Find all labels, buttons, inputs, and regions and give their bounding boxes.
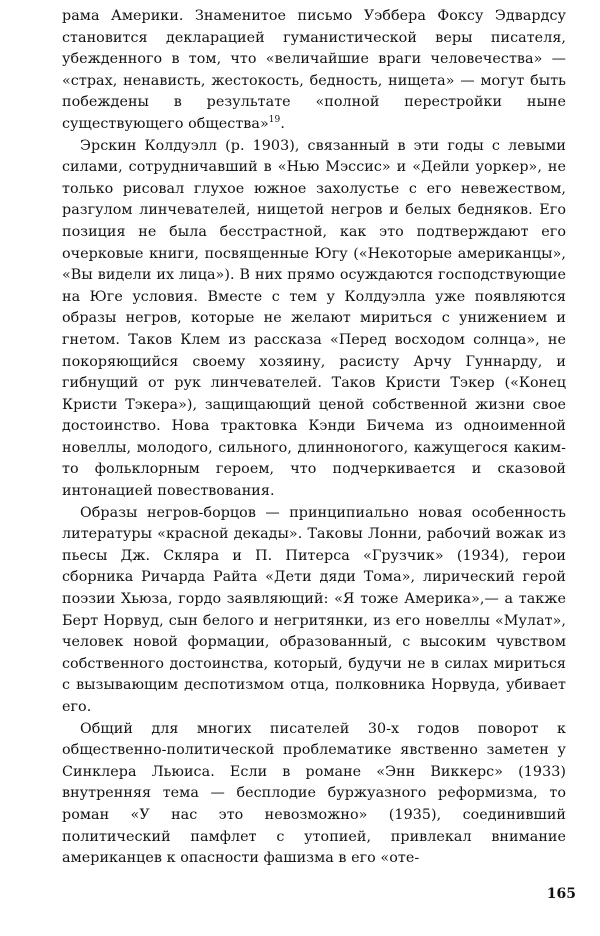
page-number: 165 [546, 886, 576, 902]
footnote-marker[interactable]: 19 [268, 115, 281, 126]
paragraph-1-end: . [280, 115, 285, 132]
paragraph-2: Эрскин Колдуэлл (р. 1903), связанный в эти годы с левыми силами, сотрудничавший в «Нью Мэссис» и «Дейли уоркер», не только рисовал глухое южное захолустье с его невежеством, разгулом линчевателей, нищетой негров и белых бедняков. Его позиция не была бесстрастной, как это подтверждают его очерковые книги, посвященные Югу («Некоторые американцы», «Вы видели их лица»). В них прямо осуждаются господствующие на Юге условия. Вместе с тем у Колдуэлла уже появляются образы негров, которые не желают мириться с унижением и гнетом. Таков Клем из рассказа «Перед восходом солнца», не покоряющийся своему хозяину, расисту Арчу Гуннарду, и гибнущий от рук линчевателей. Таков Кристи Тэкер («Конец Кристи Тэкера»), защищающий ценой собственной жизни свое достоинство. Нова трактовка Кэнди Бичема из одноименной новеллы, молодого, сильного, длинноногого, кажущегося каким-то фольклорным героем, что подчеркивается и сказовой интонацией повествования. [62, 137, 566, 500]
paragraph-3: Образы негров-борцов — принципиально новая особенность литературы «красной декады». Таковы Лонни, рабочий вожак из пьесы Дж. Скляра и П. Питерса «Грузчик» (1934), герои сборника Ричарда Райта «Дети дяди Тома», лирический герой поэзии Хьюза, гордо заявляющий: «Я тоже Америка»,— а также Берт Норвуд, сын белого и негритянки, из его новеллы «Мулат», человек новой формации, образованный, с высоким чувством собственного достоинства, который, будучи не в силах мириться с вызывающим деспотизмом отца, полковника Норвуда, убивает его. [62, 504, 566, 715]
paragraph-4: Общий для многих писателей 30-х годов поворот к общественно-политической проблематике явственно заметен у Синклера Льюиса. Если в романе «Энн Виккерс» (1933) внутренняя тема — бесплодие буржуазного реформизма, то роман «У нас это невозможно» (1935), соединивший политический памфлет с утопией, привлекал внимание американцев к опасности фашизма в его «оте- [62, 720, 566, 867]
paragraph-1-text: рама Америки. Знаменитое письмо Уэббера Фоксу Эдвардсу становится декларацией гуманистической веры писателя, убежденного в том, что «величайшие враги человечества» — «страх, ненависть, жестокость, бедность, нищета» — могут быть побеждены в результате «полной перестройки ныне существующего общества» [62, 8, 566, 132]
paragraph-1 [62, 6, 566, 136]
page-body [62, 6, 566, 870]
